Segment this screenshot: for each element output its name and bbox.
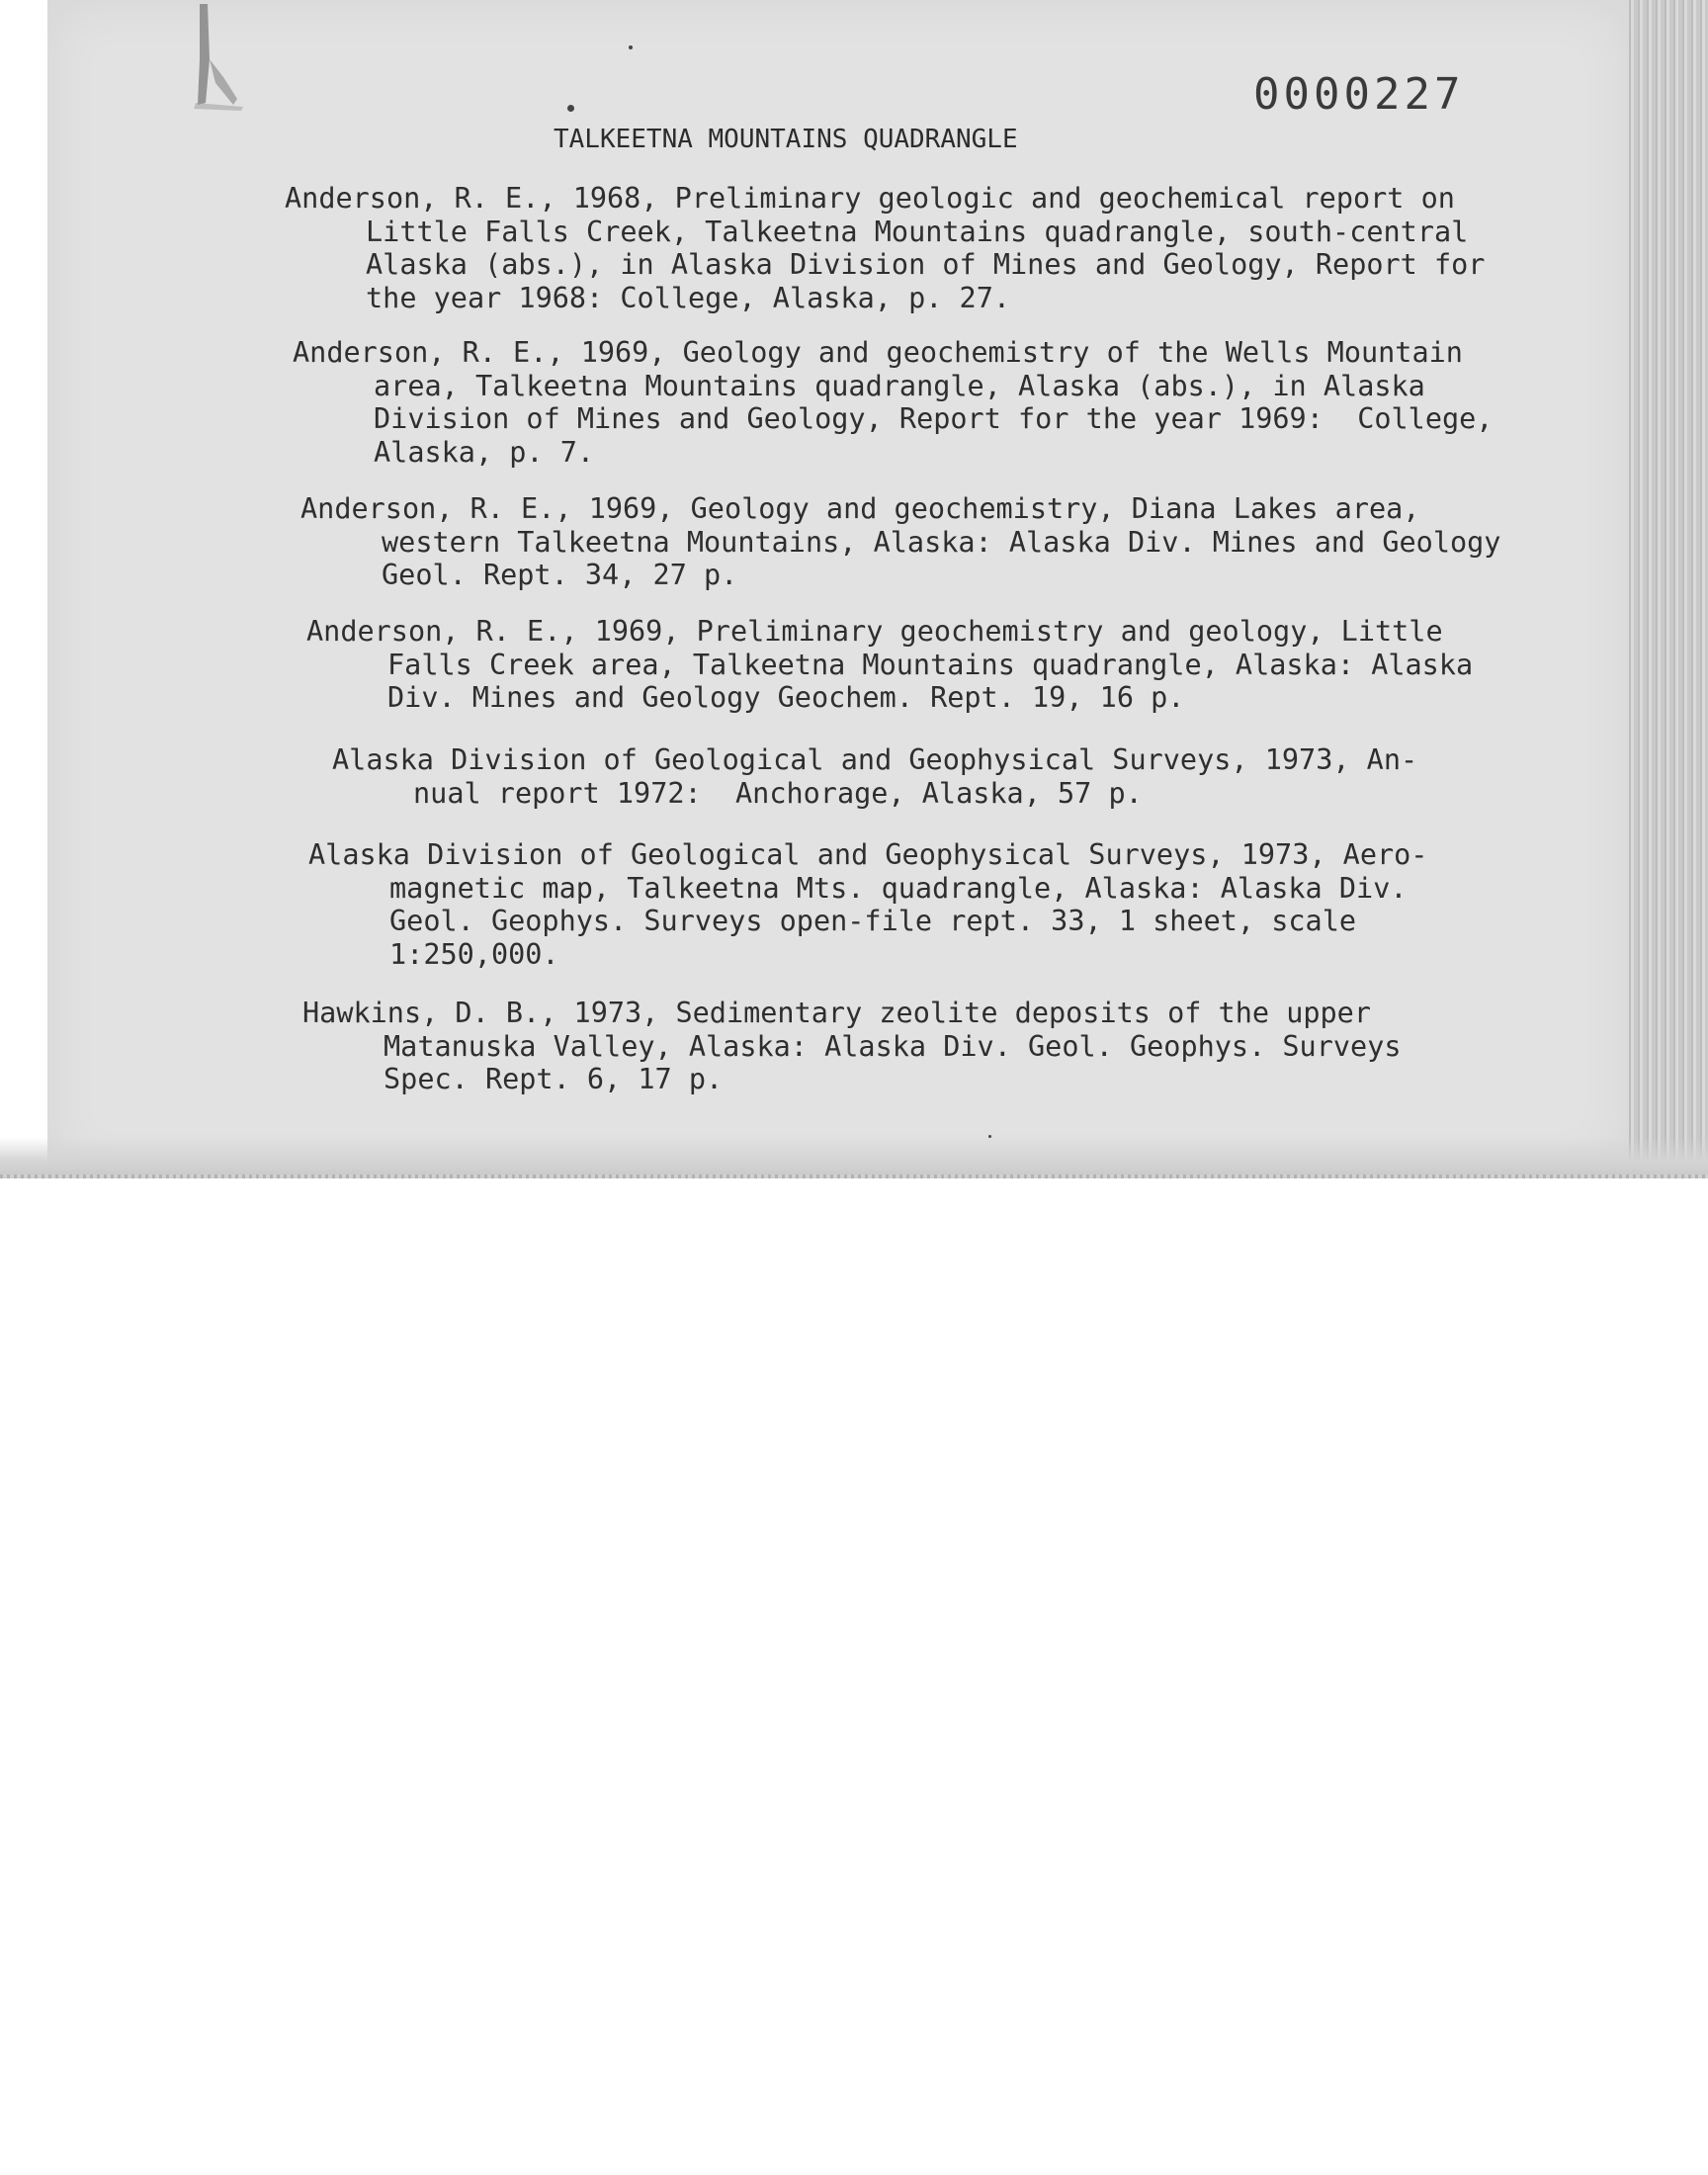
reference-line: Geol. Geophys. Surveys open-file rept. 33, 1 sheet, scale xyxy=(389,905,1357,937)
reference-line: Anderson, R. E., 1968, Preliminary geologic and geochemical report on xyxy=(285,182,1455,215)
reference-line: Div. Mines and Geology Geochem. Rept. 19, 16 p. xyxy=(387,681,1185,714)
dust-speck xyxy=(988,1135,991,1138)
scan-edge-strip xyxy=(1629,0,1708,1176)
reference-entry xyxy=(332,743,1417,810)
reference-line: Falls Creek area, Talkeetna Mountains quadrangle, Alaska: Alaska xyxy=(387,648,1474,681)
reference-entry xyxy=(293,336,1493,469)
document-number-stamp: 0000227 xyxy=(1253,69,1465,120)
reference-line: Alaska Division of Geological and Geophysical Surveys, 1973, An- xyxy=(332,743,1418,776)
reference-line: Geol. Rept. 34, 27 p. xyxy=(382,559,738,591)
blank-scan-area xyxy=(0,1178,1708,2175)
reference-entry xyxy=(302,997,1402,1096)
reference-line: area, Talkeetna Mountains quadrangle, Alaska (abs.), in Alaska xyxy=(374,369,1425,402)
reference-line: Alaska, p. 7. xyxy=(374,435,595,469)
reference-line: nual report 1972: Anchorage, Alaska, 57 p. xyxy=(413,776,1143,810)
reference-entry xyxy=(300,492,1500,592)
reference-entry xyxy=(306,615,1473,715)
reference-line: Anderson, R. E., 1969, Preliminary geochemistry and geology, Little xyxy=(306,615,1443,648)
reference-line: Matanuska Valley, Alaska: Alaska Div. Geol. Geophys. Surveys xyxy=(384,1029,1402,1063)
card-bottom-edge xyxy=(0,1137,1708,1178)
corner-smudge-mark xyxy=(194,0,257,111)
reference-line: 1:250,000. xyxy=(389,937,559,971)
reference-entry xyxy=(285,182,1485,314)
page-title: TALKEETNA MOUNTAINS QUADRANGLE xyxy=(554,125,1018,154)
reference-line: western Talkeetna Mountains, Alaska: Alaska Div. Mines and Geology xyxy=(382,525,1501,559)
reference-line: the year 1968: College, Alaska, p. 27. xyxy=(366,281,1011,314)
reference-line: Division of Mines and Geology, Report for the year 1969: College, xyxy=(374,402,1494,435)
dust-speck xyxy=(567,105,574,112)
dust-speck xyxy=(629,45,633,49)
reference-line: Little Falls Creek, Talkeetna Mountains quadrangle, south-central xyxy=(366,215,1469,248)
reference-entry xyxy=(308,838,1427,971)
reference-line: Alaska (abs.), in Alaska Division of Mines and Geology, Report for xyxy=(366,248,1486,281)
reference-line: Anderson, R. E., 1969, Geology and geochemistry, Diana Lakes area, xyxy=(300,492,1420,525)
reference-line: Anderson, R. E., 1969, Geology and geochemistry of the Wells Mountain xyxy=(293,336,1463,369)
reference-line: Hawkins, D. B., 1973, Sedimentary zeolite deposits of the upper xyxy=(302,997,1371,1029)
reference-line: Spec. Rept. 6, 17 p. xyxy=(384,1063,724,1095)
reference-line: magnetic map, Talkeetna Mts. quadrangle, Alaska: Alaska Div. xyxy=(389,871,1408,905)
reference-line: Alaska Division of Geological and Geophysical Surveys, 1973, Aero- xyxy=(308,838,1428,871)
